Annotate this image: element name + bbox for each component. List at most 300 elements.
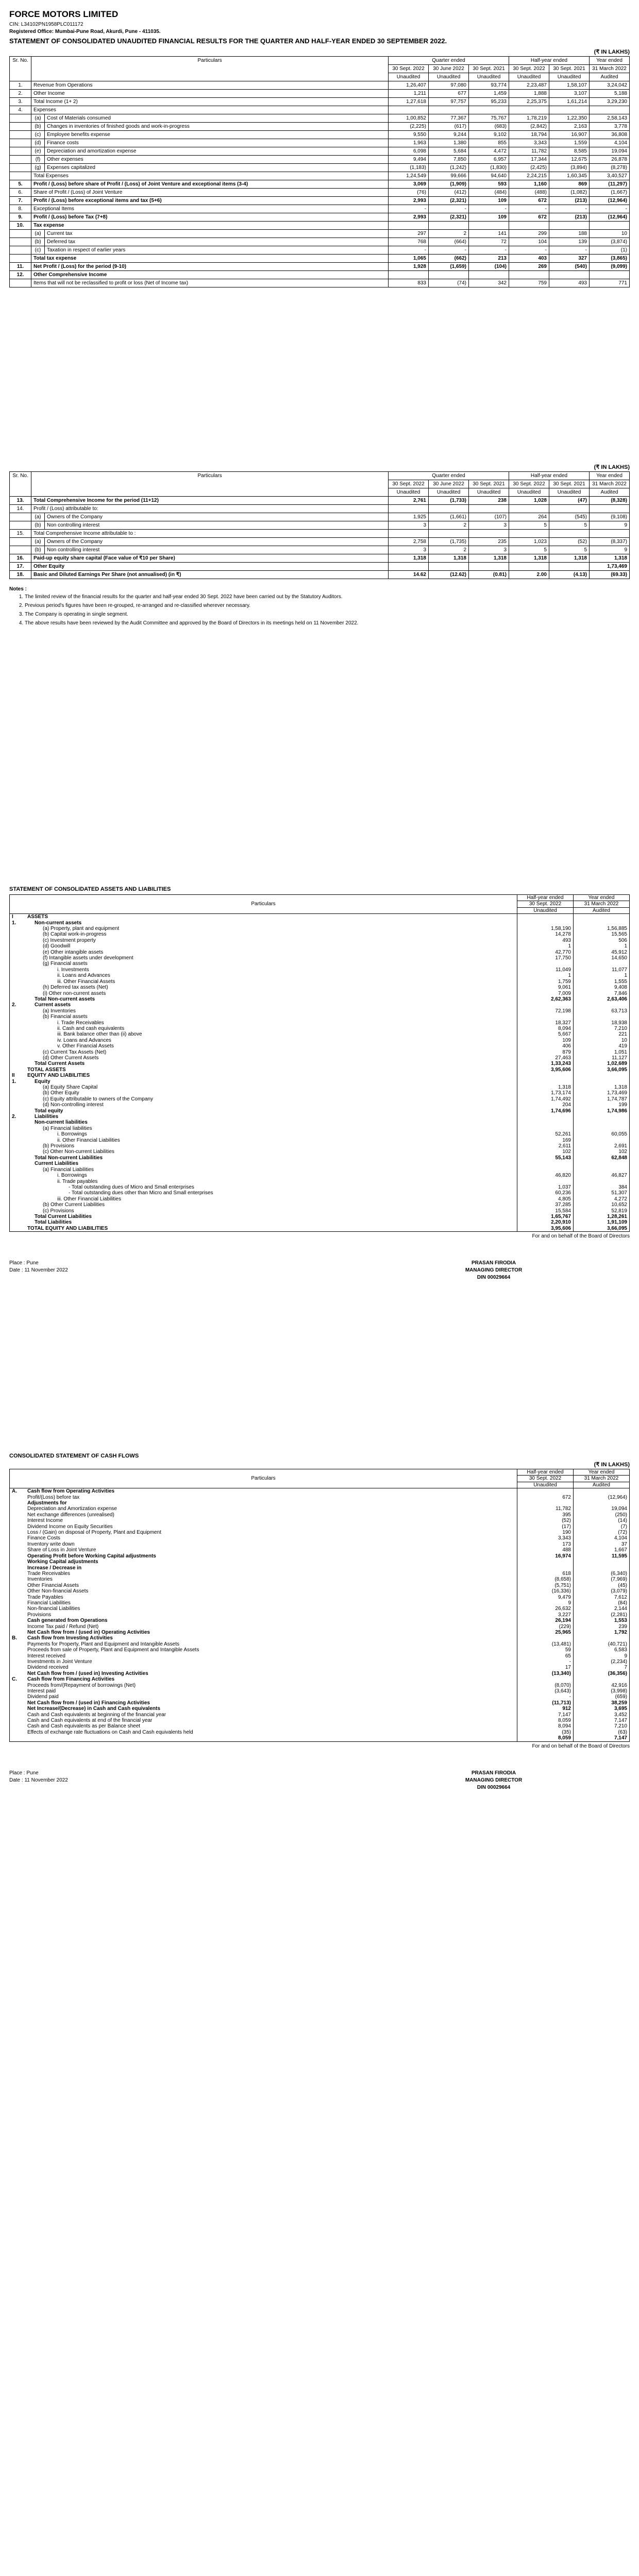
row-label: (a) Property, plant and equipment xyxy=(25,926,517,931)
value-cell: 235 xyxy=(469,538,509,546)
value-cell: (2,321) xyxy=(429,197,469,205)
value-cell: 855 xyxy=(469,139,509,147)
value-previous: (45) xyxy=(574,1583,630,1588)
res2-date-5: 31 March 2022 xyxy=(590,480,630,488)
table-row xyxy=(10,1055,630,1061)
row-marker xyxy=(10,1084,26,1090)
row-marker xyxy=(10,1588,26,1594)
value-current: 9,479 xyxy=(517,1595,574,1600)
value-previous: 221 xyxy=(574,1031,630,1037)
value-cell: 188 xyxy=(549,230,590,238)
res2-halfyear-header: Half-year ended xyxy=(509,472,590,480)
table-row xyxy=(10,90,630,98)
row-marker xyxy=(10,1120,26,1125)
row-marker xyxy=(10,1061,26,1066)
table-row xyxy=(10,1676,630,1682)
value-current xyxy=(517,1114,574,1120)
value-current: 190 xyxy=(517,1530,574,1535)
value-cell: 3,343 xyxy=(509,139,549,147)
table-row xyxy=(10,213,630,222)
director-din-1: DIN 00029664 xyxy=(477,1275,511,1281)
value-cell: (1,659) xyxy=(429,263,469,271)
value-cell: 1,559 xyxy=(549,139,590,147)
value-cell xyxy=(590,222,630,230)
value-cell xyxy=(549,222,590,230)
value-previous: (7) xyxy=(574,1524,630,1530)
table-row xyxy=(10,914,630,920)
value-previous: 1 xyxy=(574,973,630,978)
row-marker xyxy=(10,1196,26,1202)
value-previous: 45,912 xyxy=(574,950,630,955)
row-label: Finance costs xyxy=(45,139,389,147)
table-row xyxy=(10,1084,630,1090)
company-name: FORCE MOTORS LIMITED xyxy=(9,9,119,19)
table-row xyxy=(10,1031,630,1037)
row-label: Net Cash flow from / (used in) Investing Activities xyxy=(25,1671,517,1676)
value-cell: 1,24,549 xyxy=(389,172,429,180)
value-cell xyxy=(429,271,469,279)
value-cell: (107) xyxy=(469,513,509,521)
value-previous: 1,56,885 xyxy=(574,926,630,931)
value-cell: (12,964) xyxy=(590,197,630,205)
value-current xyxy=(517,1120,574,1125)
sr-number: 17. xyxy=(10,563,31,571)
value-previous xyxy=(574,1014,630,1020)
value-current: 493 xyxy=(517,938,574,943)
value-previous: (3,079) xyxy=(574,1588,630,1594)
value-cell: 6,957 xyxy=(469,156,509,164)
value-current xyxy=(517,1559,574,1565)
res-sr-header: Sr. No. xyxy=(10,57,31,81)
value-cell: (3,874) xyxy=(590,238,630,246)
value-cell: 672 xyxy=(509,197,549,205)
value-cell: 1,028 xyxy=(509,497,549,505)
row-label: Non-current liabilities xyxy=(25,1120,517,1125)
table-row xyxy=(10,98,630,106)
value-cell: 1,78,219 xyxy=(509,114,549,123)
res-status-1: Unaudited xyxy=(429,73,469,81)
row-label: Other Non-financial Assets xyxy=(25,1588,517,1594)
table-row xyxy=(10,497,630,505)
value-previous: 7,846 xyxy=(574,991,630,996)
row-label: Provisions xyxy=(25,1612,517,1618)
sub-marker: (b) xyxy=(31,546,45,554)
bs-particulars-header: Particulars xyxy=(10,895,517,914)
value-current: 1 xyxy=(517,973,574,978)
value-cell: 9,244 xyxy=(429,131,469,139)
value-cell xyxy=(590,530,630,538)
row-label: i. Trade Receivables xyxy=(25,1020,517,1026)
table-row xyxy=(10,205,630,213)
row-label: Total tax expense xyxy=(31,255,389,263)
value-cell: 833 xyxy=(389,279,429,287)
table-row xyxy=(10,973,630,978)
row-marker xyxy=(10,1031,26,1037)
row-label: (a) Inventories xyxy=(25,1008,517,1014)
row-label: (d) Other Current Assets xyxy=(25,1055,517,1061)
value-current: 65 xyxy=(517,1653,574,1659)
table-row xyxy=(10,1126,630,1131)
sr-number: 12. xyxy=(10,271,31,279)
value-cell: (1,183) xyxy=(389,164,429,172)
value-previous: 3,66,095 xyxy=(574,1067,630,1073)
value-cell: 9,102 xyxy=(469,131,509,139)
sub-marker: (b) xyxy=(31,238,45,246)
res-date-0: 30 Sept. 2022 xyxy=(389,65,429,73)
sr-number xyxy=(10,123,31,131)
row-label: Adjustments for xyxy=(25,1500,517,1506)
value-previous: 1 xyxy=(574,943,630,949)
value-current: (5,751) xyxy=(517,1583,574,1588)
row-label: Profit / (Loss) before exceptional items and tax (5+6) xyxy=(31,197,389,205)
value-current xyxy=(517,1488,574,1495)
value-previous: 46,827 xyxy=(574,1173,630,1178)
row-marker xyxy=(10,1138,26,1143)
row-marker xyxy=(10,938,26,943)
row-marker xyxy=(10,1718,26,1723)
value-cell: 8,585 xyxy=(549,147,590,156)
note-item: 4. The above results have been reviewed by the Audit Committee and approved by the Board of Directors in its meetings held on 11 November 2022. xyxy=(25,620,630,626)
value-previous xyxy=(574,1138,630,1143)
table-row xyxy=(10,114,630,123)
sr-number xyxy=(10,139,31,147)
place-2: Place : Pune xyxy=(9,1770,39,1776)
table-row xyxy=(10,938,630,943)
value-cell: 11,782 xyxy=(509,147,549,156)
row-label: (b) Provisions xyxy=(25,1143,517,1149)
row-label: v. Other Financial Assets xyxy=(25,1043,517,1049)
row-label: Interest paid xyxy=(25,1688,517,1694)
cin: CIN: L34102PN1958PLC011172 xyxy=(9,22,83,27)
table-row xyxy=(10,1683,630,1688)
res-status-2: Unaudited xyxy=(469,73,509,81)
value-current: 42,770 xyxy=(517,950,574,955)
value-cell: 16,907 xyxy=(549,131,590,139)
value-cell: 2,993 xyxy=(389,213,429,222)
table-row xyxy=(10,1226,630,1232)
value-cell: 3,778 xyxy=(590,123,630,131)
value-cell: 9,494 xyxy=(389,156,429,164)
value-current: 4,805 xyxy=(517,1196,574,1202)
value-cell: 12,675 xyxy=(549,156,590,164)
row-label: Effects of exchange rate fluctuations on Cash and Cash equivalents held xyxy=(25,1730,517,1735)
value-cell: - xyxy=(429,246,469,255)
value-cell: (683) xyxy=(469,123,509,131)
row-label: Total Income (1+ 2) xyxy=(31,98,389,106)
sr-number xyxy=(10,147,31,156)
value-previous xyxy=(574,1002,630,1008)
value-cell xyxy=(549,563,590,571)
value-previous xyxy=(574,914,630,920)
value-cell: (664) xyxy=(429,238,469,246)
row-label: Total equity xyxy=(25,1108,517,1114)
row-label: Profit / (Loss) before share of Profit / (Loss) of Joint Venture and exceptional items (3-4) xyxy=(31,180,389,189)
value-cell: 2 xyxy=(429,230,469,238)
cf-col2-header: Year ended xyxy=(574,1469,630,1476)
results-body-2 xyxy=(10,497,630,579)
value-previous xyxy=(574,1179,630,1184)
bs-col2-date: 31 March 2022 xyxy=(574,901,630,907)
value-current: 1,65,767 xyxy=(517,1214,574,1219)
value-current: 1,58,190 xyxy=(517,926,574,931)
value-current: (16,336) xyxy=(517,1588,574,1594)
value-cell: (12.62) xyxy=(429,571,469,579)
value-current: (35) xyxy=(517,1730,574,1735)
value-cell: 1,459 xyxy=(469,90,509,98)
row-label: Changes in inventories of finished goods and work-in-progress xyxy=(45,123,389,131)
value-cell: - xyxy=(549,246,590,255)
value-previous: 1,555 xyxy=(574,979,630,985)
table-row xyxy=(10,1008,630,1014)
value-previous: 7,210 xyxy=(574,1723,630,1729)
row-label: Other Comprehensive Income xyxy=(31,271,389,279)
row-marker xyxy=(10,1524,26,1530)
value-previous xyxy=(574,1676,630,1682)
value-cell: 3 xyxy=(389,521,429,530)
table-row xyxy=(10,1706,630,1711)
table-row xyxy=(10,1618,630,1623)
table-row xyxy=(10,554,630,563)
res2-status-0: Unaudited xyxy=(389,488,429,497)
table-row xyxy=(10,1571,630,1577)
table-row xyxy=(10,1595,630,1600)
value-cell: (484) xyxy=(469,189,509,197)
sr-number: 15. xyxy=(10,530,31,538)
value-cell: 1,963 xyxy=(389,139,429,147)
value-cell xyxy=(469,563,509,571)
value-cell: 213 xyxy=(469,255,509,263)
res2-date-3: 30 Sept. 2022 xyxy=(509,480,549,488)
row-label: (b) Financial assets xyxy=(25,1014,517,1020)
sub-marker: (a) xyxy=(31,513,45,521)
table-row xyxy=(10,1184,630,1190)
row-label: Interest Income xyxy=(25,1518,517,1523)
value-cell: (76) xyxy=(389,189,429,197)
row-marker xyxy=(10,1155,26,1161)
row-label: Net Increase/(Decrease) in Cash and Cash equivalents xyxy=(25,1706,517,1711)
value-cell: - xyxy=(549,205,590,213)
value-current xyxy=(517,1500,574,1506)
sub-marker: (b) xyxy=(31,521,45,530)
row-label: Liabilities xyxy=(25,1114,517,1120)
table-row xyxy=(10,1500,630,1506)
table-row xyxy=(10,271,630,279)
res2-year-header: Year ended xyxy=(590,472,630,480)
value-cell: 2,24,215 xyxy=(509,172,549,180)
row-marker xyxy=(10,985,26,990)
table-row xyxy=(10,230,630,238)
table-row xyxy=(10,1600,630,1606)
table-row xyxy=(10,147,630,156)
res2-particulars-header: Particulars xyxy=(31,472,389,497)
table-row xyxy=(10,538,630,546)
value-cell: (4.13) xyxy=(549,571,590,579)
row-label: Cash flow from Operating Activities xyxy=(25,1488,517,1495)
value-previous: (12,964) xyxy=(574,1495,630,1500)
row-label: Total Expenses xyxy=(31,172,389,180)
value-cell: 1,26,407 xyxy=(389,81,429,90)
value-current xyxy=(517,1161,574,1166)
value-cell: 95,233 xyxy=(469,98,509,106)
bs-col1-header: Half-year ended xyxy=(517,895,574,901)
value-previous: 9,408 xyxy=(574,985,630,990)
value-previous: 1,74,986 xyxy=(574,1108,630,1114)
res2-status-1: Unaudited xyxy=(429,488,469,497)
value-current: 59 xyxy=(517,1647,574,1653)
row-marker xyxy=(10,1049,26,1055)
value-previous: (36,356) xyxy=(574,1671,630,1676)
res2-date-0: 30 Sept. 2022 xyxy=(389,480,429,488)
value-cell xyxy=(429,505,469,513)
value-previous: 52,819 xyxy=(574,1208,630,1214)
sub-marker: (c) xyxy=(31,131,45,139)
row-marker xyxy=(10,1700,26,1706)
table-row xyxy=(10,1096,630,1102)
value-current: 1,73,174 xyxy=(517,1090,574,1096)
row-label: Dividend Income on Equity Securities xyxy=(25,1524,517,1530)
row-label: Proceeds from sale of Property, Plant and Equipment and Intangible Assets xyxy=(25,1647,517,1653)
value-previous xyxy=(574,1488,630,1495)
table-row xyxy=(10,1723,630,1729)
value-current: 3,95,606 xyxy=(517,1067,574,1073)
value-current xyxy=(517,1073,574,1078)
row-label: Cash flow from Financing Activities xyxy=(25,1676,517,1682)
value-cell: (9,099) xyxy=(590,263,630,271)
value-cell: 9,550 xyxy=(389,131,429,139)
value-cell: 5,684 xyxy=(429,147,469,156)
value-cell: 1,22,350 xyxy=(549,114,590,123)
value-previous: 102 xyxy=(574,1149,630,1155)
row-label: (a) Financial liabilities xyxy=(25,1126,517,1131)
row-label: (c) Other Non-current Liabilities xyxy=(25,1149,517,1155)
value-previous: 2,63,406 xyxy=(574,996,630,1002)
value-cell: 109 xyxy=(469,197,509,205)
row-marker xyxy=(10,1167,26,1173)
row-label: Items that will not be reclassified to profit or loss (Net of Income tax) xyxy=(31,279,389,287)
table-row xyxy=(10,505,630,513)
row-label: Increase / Decrease in xyxy=(25,1565,517,1571)
value-previous: (84) xyxy=(574,1600,630,1606)
value-cell: (1,830) xyxy=(469,164,509,172)
cf-particulars-header: Particulars xyxy=(10,1469,517,1488)
row-label: (a) Equity Share Capital xyxy=(25,1084,517,1090)
row-label: Inventory write down xyxy=(25,1541,517,1547)
table-row xyxy=(10,1635,630,1641)
sr-number: 11. xyxy=(10,263,31,271)
sub-marker: (f) xyxy=(31,156,45,164)
row-marker xyxy=(10,1008,26,1014)
table-row xyxy=(10,1143,630,1149)
row-marker xyxy=(10,926,26,931)
note-item: 3. The Company is operating in single segment. xyxy=(25,611,630,618)
row-marker xyxy=(10,955,26,961)
sr-number: 13. xyxy=(10,497,31,505)
value-cell: (617) xyxy=(429,123,469,131)
value-previous xyxy=(574,961,630,967)
signature-block-1 xyxy=(9,1260,630,1291)
row-marker xyxy=(10,1547,26,1553)
row-label: Net exchange differences (unrealised) xyxy=(25,1512,517,1518)
sr-number xyxy=(10,164,31,172)
value-current xyxy=(517,914,574,920)
value-current: 25,965 xyxy=(517,1630,574,1635)
row-label: Cash generated from Operations xyxy=(25,1618,517,1623)
value-previous: 1,91,109 xyxy=(574,1219,630,1225)
value-previous: (7,969) xyxy=(574,1577,630,1582)
value-current: (8,070) xyxy=(517,1683,574,1688)
value-current: 1 xyxy=(517,943,574,949)
row-label: Cost of Materials consumed xyxy=(45,114,389,123)
value-cell xyxy=(590,505,630,513)
row-marker xyxy=(10,1055,26,1061)
value-current: 8,094 xyxy=(517,1026,574,1031)
value-previous: 239 xyxy=(574,1624,630,1630)
row-marker xyxy=(10,1553,26,1559)
row-marker xyxy=(10,1161,26,1166)
table-row xyxy=(10,1196,630,1202)
table-row xyxy=(10,563,630,571)
row-label: Expenses xyxy=(31,106,389,114)
row-marker xyxy=(10,1495,26,1500)
value-cell: 5 xyxy=(509,521,549,530)
row-label: (b) Other Current Liabilities xyxy=(25,1202,517,1208)
value-cell: (540) xyxy=(549,263,590,271)
row-marker xyxy=(10,1595,26,1600)
value-previous: (72) xyxy=(574,1530,630,1535)
value-cell: (1,735) xyxy=(429,538,469,546)
table-row xyxy=(10,926,630,931)
value-previous: 4,104 xyxy=(574,1535,630,1541)
balance-sheet-table xyxy=(9,894,630,1232)
value-current: 7,147 xyxy=(517,1712,574,1718)
value-previous: 18,938 xyxy=(574,1020,630,1026)
value-previous: (63) xyxy=(574,1730,630,1735)
value-previous: 7,612 xyxy=(574,1595,630,1600)
director-designation-1: MANAGING DIRECTOR xyxy=(465,1267,523,1274)
row-label: Other Equity xyxy=(31,563,389,571)
results-table xyxy=(9,56,630,287)
row-label: Total Comprehensive Income attributable to : xyxy=(31,530,389,538)
table-row xyxy=(10,1102,630,1108)
value-cell: 238 xyxy=(469,497,509,505)
table-row xyxy=(10,1671,630,1676)
row-label: Dividend received xyxy=(25,1665,517,1670)
value-current: 3,343 xyxy=(517,1535,574,1541)
value-cell: (47) xyxy=(549,497,590,505)
table-row xyxy=(10,81,630,90)
value-current: 26,632 xyxy=(517,1606,574,1612)
value-current: 8,094 xyxy=(517,1723,574,1729)
row-marker xyxy=(10,1202,26,1208)
row-marker xyxy=(10,1712,26,1718)
table-row xyxy=(10,1149,630,1155)
table-row xyxy=(10,1161,630,1166)
value-current: 9 xyxy=(517,1600,574,1606)
value-cell xyxy=(509,222,549,230)
table-row xyxy=(10,164,630,172)
row-label: Non controlling interest xyxy=(45,521,389,530)
value-previous: 2,144 xyxy=(574,1606,630,1612)
row-marker xyxy=(10,1671,26,1676)
row-marker xyxy=(10,1179,26,1184)
table-row xyxy=(10,1535,630,1541)
value-previous: 37 xyxy=(574,1541,630,1547)
row-label: Equity xyxy=(25,1079,517,1084)
value-cell: 1,61,214 xyxy=(549,98,590,106)
value-cell: 36,808 xyxy=(590,131,630,139)
value-cell xyxy=(389,530,429,538)
value-current: (52) xyxy=(517,1518,574,1523)
